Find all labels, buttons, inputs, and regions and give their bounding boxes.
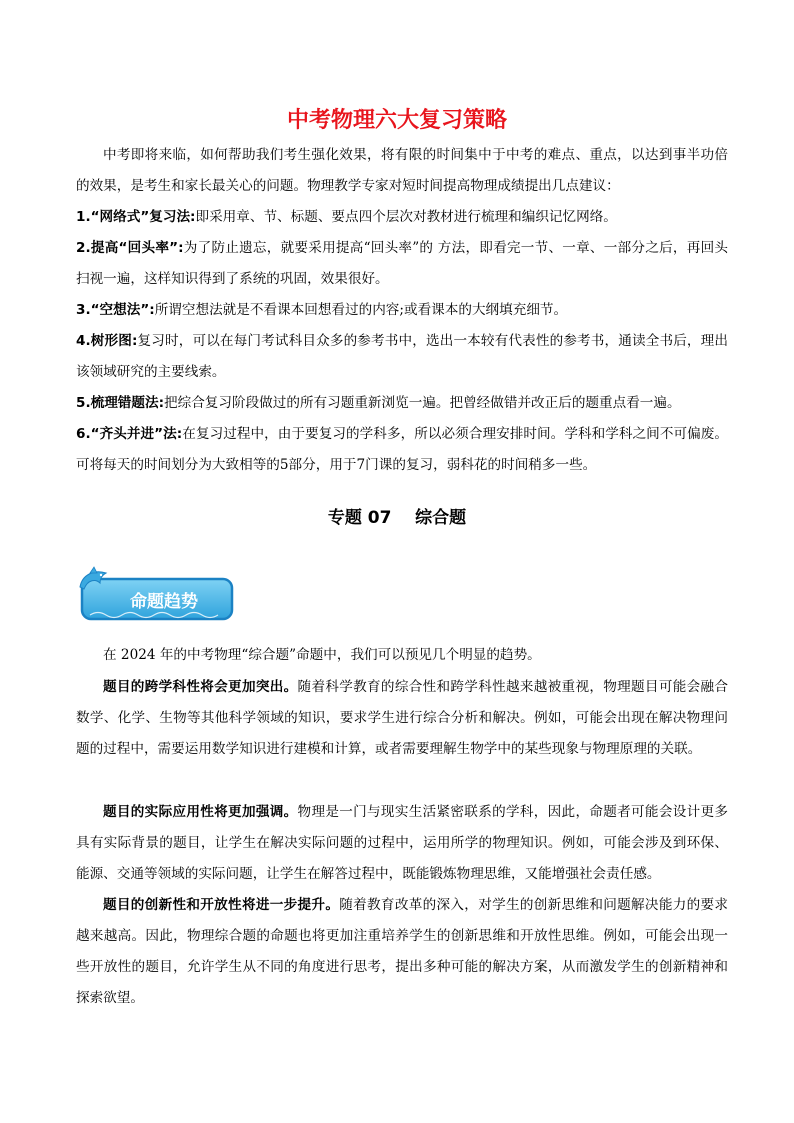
- strategy-text: 复习时，可以在每门考试科目众多的参考书中，选出一本较有代表性的参考书，通读全书后，理出该领域研究的主要线索。: [76, 333, 728, 380]
- strategy-heading: 3.“空想法”:: [76, 302, 155, 318]
- trend-text: 随着科学教育的综合性和跨学科性越来越被重视，物理题目可能会融合数学、化学、生物等其他科学领域的知识，要求学生进行综合分析和解决。例如，可能会出现在解决物理问题的过程中，需要运用数学知识进行建模和计算，或者需要理解生物学中的某些现象与物理原理的关联。: [76, 679, 729, 757]
- trend-banner: [76, 565, 238, 627]
- strategy-heading: 1.“网络式”复习法:: [76, 209, 196, 225]
- banner-label: 命题趋势: [130, 592, 198, 612]
- strategy-item-3: [76, 295, 728, 326]
- strategy-item-1: [76, 202, 728, 233]
- strategy-text: 为了防止遗忘，就要采用提高“回头率”的 方法，即看完一节、一章、一部分之后，再回头扫视一遍，这样知识得到了系统的巩固，效果很好。: [76, 240, 728, 287]
- strategy-item-6: [76, 419, 728, 481]
- trend-heading: 题目的跨学科性将会更加突出。: [103, 679, 298, 695]
- banner-graphic: [76, 565, 238, 627]
- trend-heading: 题目的实际应用性将更加强调。: [103, 804, 298, 820]
- intro-paragraph: 中考即将来临，如何帮助我们考生强化效果，将有限的时间集中于中考的难点、重点，以达到事半功倍的效果，是考生和家长最关心的问题。物理教学专家对短时间提高物理成绩提出几点建议：: [76, 147, 728, 194]
- strategy-heading: 5.梳理错题法:: [76, 395, 165, 411]
- strategy-item-2: [76, 233, 728, 295]
- strategy-heading: 4.树形图:: [76, 333, 138, 349]
- trend-paragraph-1: [76, 672, 728, 765]
- trend-paragraph-2: [76, 797, 728, 890]
- trend-text: 随着教育改革的深入，对学生的创新思维和问题解决能力的要求越来越高。因此，物理综合题的命题也将更加注重培养学生的创新思维和开放性思维。例如，可能会出现一些开放性的题目，允许学生从不同的角度进行思考，提出多种可能的解决方案，从而激发学生的创新精神和探索欲望。: [76, 897, 729, 1006]
- trend-heading: 题目的创新性和开放性将进一步提升。: [103, 897, 340, 913]
- trend-intro: 在 2024 年的中考物理“综合题”命题中，我们可以预见几个明显的趋势。: [103, 647, 541, 663]
- section-subtitle: 专题 07 综合题: [327, 508, 467, 528]
- strategy-text: 把综合复习阶段做过的所有习题重新浏览一遍。把曾经做错并改正后的题重点看一遍。: [164, 395, 681, 411]
- trend-text: 物理是一门与现实生活紧密联系的学科，因此，命题者可能会设计更多具有实际背景的题目，让学生在解决实际问题的过程中，运用所学的物理知识。例如，可能会涉及到环保、能源、交通等领域的实际问题，让学生在解答过程中，既能锻炼物理思维，又能增强社会责任感。: [76, 804, 729, 882]
- strategy-heading: 2.提高“回头率”:: [76, 240, 184, 256]
- strategy-text: 所谓空想法就是不看课本回想看过的内容;或看课本的大纲填充细节。: [154, 302, 568, 318]
- strategy-item-4: [76, 326, 728, 388]
- trend-paragraph-3: [76, 890, 728, 1014]
- strategy-heading: 6.“齐头并进”法:: [76, 426, 183, 442]
- strategy-item-5: [76, 388, 728, 419]
- strategy-text: 即采用章、节、标题、要点四个层次对教材进行梳理和编织记忆网络。: [195, 209, 617, 225]
- strategy-text: 在复习过程中，由于要复习的学科多，所以必须合理安排时间。学科和学科之间不可偏废。可将每天的时间划分为大致相等的5部分，用于7门课的复习，弱科花的时间稍多一些。: [76, 426, 728, 473]
- page-title: 中考物理六大复习策略: [286, 108, 507, 133]
